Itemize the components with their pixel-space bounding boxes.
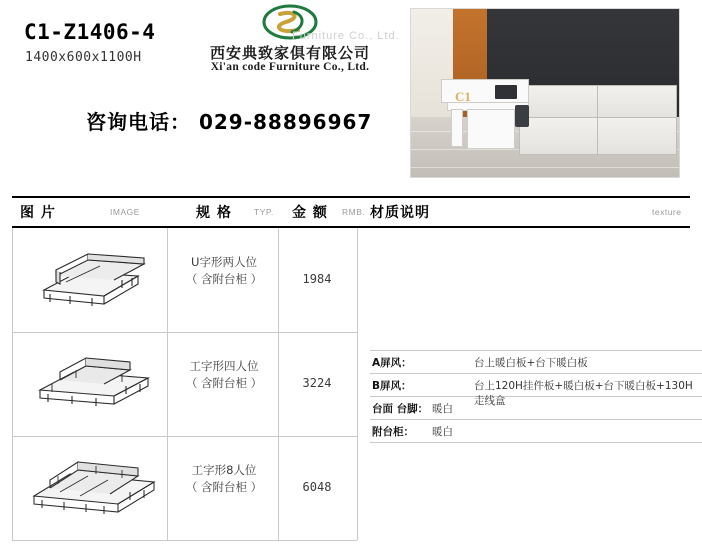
column-divider <box>357 228 358 540</box>
column-header-price: 金 额 <box>292 205 328 221</box>
spec-line-1: U字形两人位 <box>191 255 257 269</box>
contact-phone: 咨询电话： 029-88896967 <box>86 110 373 134</box>
spec-text <box>170 358 278 392</box>
column-header-image: 图 片 <box>20 205 56 221</box>
spec-text <box>170 254 278 288</box>
material-value: 台上暖白板+台下暖白板 <box>474 357 588 369</box>
product-photo <box>410 8 680 178</box>
logo-faded-text: Furniture Co., Ltd. <box>292 30 400 42</box>
material-label: 台面 台脚： <box>372 403 429 415</box>
photo-partition-panel <box>597 85 677 119</box>
spec-line-2: （ 含附台柜 ） <box>185 272 263 286</box>
spec-line-1: 工字形8人位 <box>191 463 257 477</box>
table-row <box>12 332 357 437</box>
material-row <box>370 397 702 420</box>
table-row <box>12 228 357 333</box>
column-subheader-price: RMB. <box>342 207 366 217</box>
table-body <box>12 228 693 540</box>
spec-line-1: 工字形四人位 <box>189 359 259 373</box>
price-value: 3224 <box>302 376 332 390</box>
company-name-en: Xi'an code Furniture Co., Ltd. <box>210 61 370 73</box>
material-row <box>370 374 702 407</box>
material-value: 暖白 <box>432 403 453 415</box>
column-subheader-image: IMAGE <box>110 207 140 217</box>
column-header-material: 材质说明 <box>370 205 430 221</box>
material-label: A屏风： <box>372 357 412 369</box>
price-value: 1984 <box>302 272 332 286</box>
photo-partition-panel <box>519 85 599 119</box>
h-shape-4person-workstation-icon <box>26 340 162 428</box>
company-name-cn: 西安典致家俱有限公司 <box>209 44 370 62</box>
photo-watermark: C1 <box>455 89 471 104</box>
material-value: 台上120H挂件板+暖白板+台下暖白板+130H走线盒 <box>474 380 693 407</box>
document-header <box>0 0 702 190</box>
spec-text <box>170 462 278 496</box>
column-subheader-material: texture <box>652 207 682 217</box>
material-value: 暖白 <box>432 426 453 438</box>
photo-partition-panel <box>519 117 599 155</box>
photo-desk-cabinet <box>467 109 515 149</box>
column-subheader-spec: TYP. <box>254 207 274 217</box>
photo-partition-panel <box>597 117 677 155</box>
material-label: B屏风： <box>372 380 412 392</box>
price-value: 6048 <box>302 480 332 494</box>
column-header-spec: 规 格 <box>196 205 232 221</box>
table-row <box>12 436 357 541</box>
photo-chair <box>515 105 529 127</box>
spec-line-2: （ 含附台柜 ） <box>185 376 263 390</box>
model-code: C1-Z1406-4 <box>24 20 156 44</box>
material-row <box>370 420 702 443</box>
photo-desk-leg <box>451 109 463 147</box>
material-row <box>370 350 702 374</box>
material-spec-block <box>370 350 702 443</box>
table-header-row <box>12 196 690 228</box>
h-shape-8person-workstation-icon <box>26 444 162 532</box>
photo-monitor <box>495 85 517 99</box>
spec-table <box>12 196 693 540</box>
material-label: 附台柜： <box>372 426 414 438</box>
spec-line-2: （ 含附台柜 ） <box>185 480 263 494</box>
model-dimensions: 1400x600x1100H <box>25 50 142 65</box>
u-shape-2person-workstation-icon <box>26 236 162 324</box>
